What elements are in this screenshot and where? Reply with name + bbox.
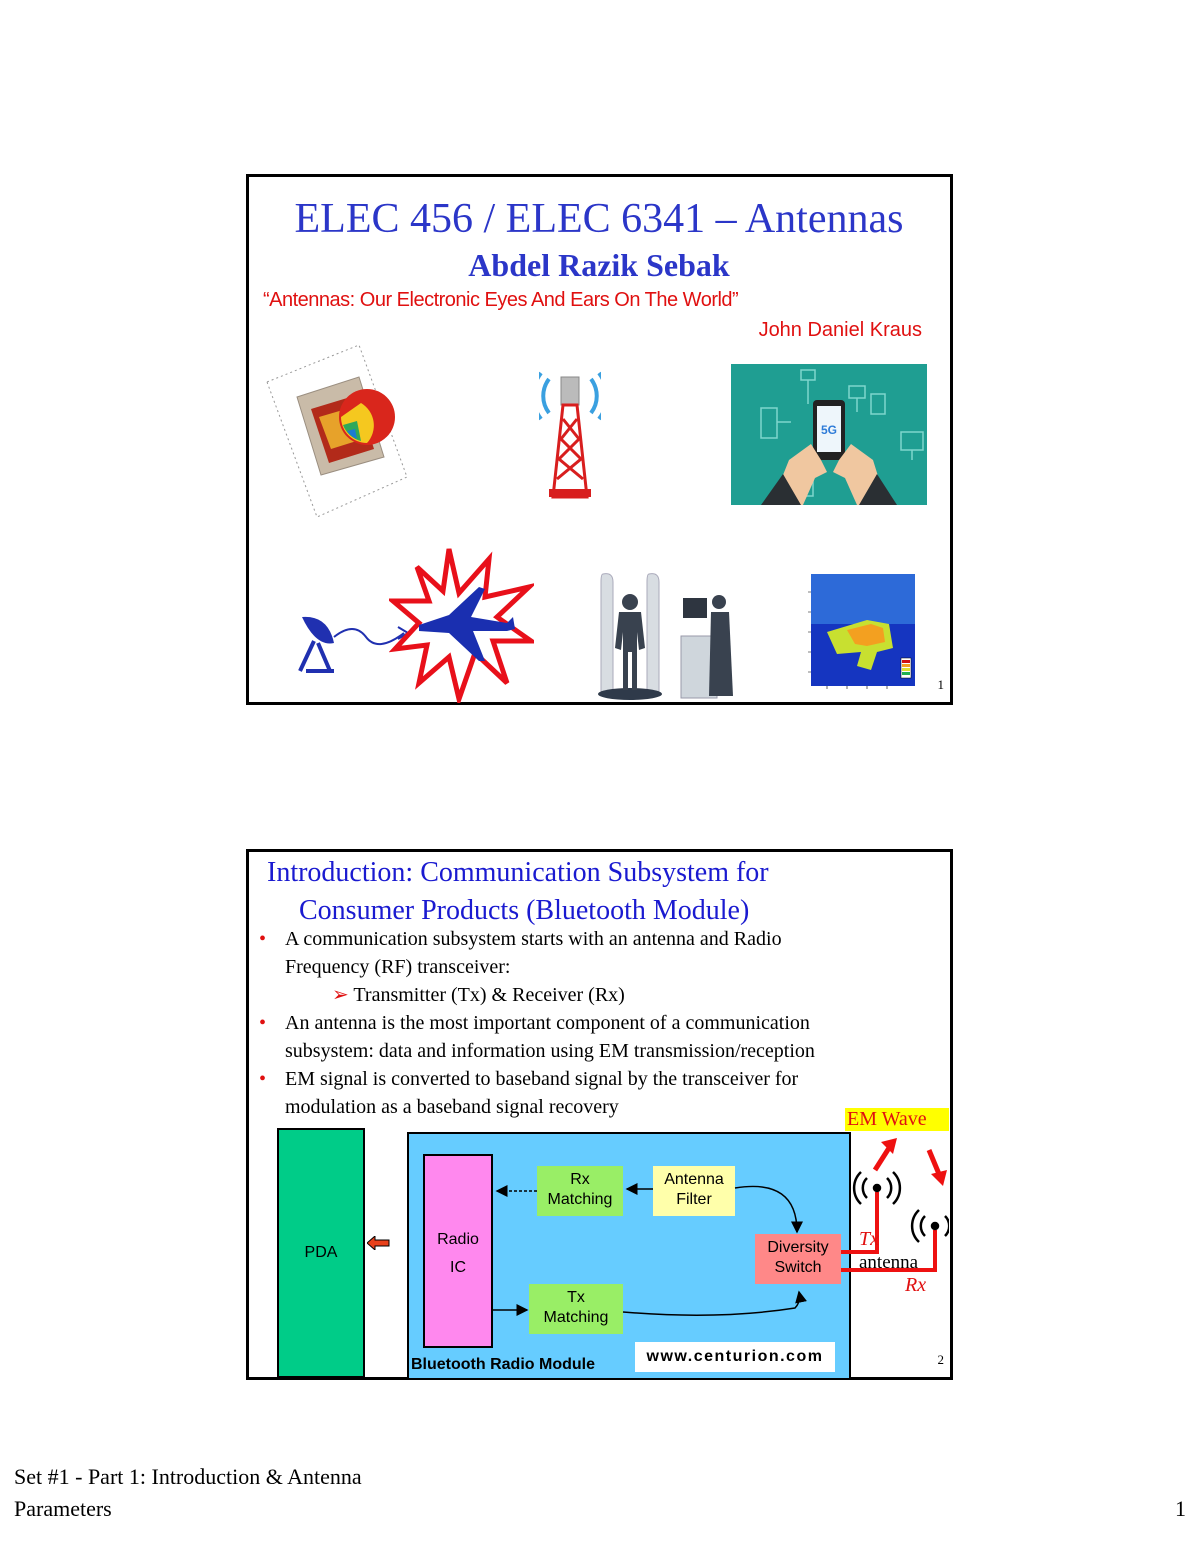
body-scanner-image	[597, 572, 737, 702]
arrow-bullet-icon: ➢	[332, 984, 349, 1006]
bullet-item: • A communication subsystem starts with an antenna and Radio	[259, 928, 782, 950]
bullet-item: • EM signal is converted to baseband signal by the transceiver for	[259, 1068, 799, 1090]
bullet-item: • An antenna is the most important component of a communication	[259, 1012, 810, 1034]
slide-title-line1: Introduction: Communication Subsystem for	[267, 857, 769, 888]
rx-label: Rx	[905, 1274, 927, 1296]
website-label: www.centurion.com	[635, 1342, 835, 1372]
slide-title-line2: Consumer Products (Bluetooth Module)	[299, 895, 750, 926]
tx-matching-block: Tx Matching	[529, 1284, 623, 1334]
bullet-continuation: Frequency (RF) transceiver:	[285, 956, 511, 978]
cell-tower-icon	[539, 369, 601, 499]
bullet-continuation: modulation as a baseband signal recovery	[285, 1096, 619, 1118]
diversity-switch-block: Diversity Switch	[755, 1234, 841, 1284]
footer-title-line1: Set #1 - Part 1: Introduction & Antenna	[14, 1464, 362, 1489]
em-wave-label: EM Wave	[845, 1108, 949, 1131]
radiation-pattern-image	[259, 337, 409, 527]
5g-phone-image	[731, 364, 927, 505]
thermal-scan-image	[807, 572, 917, 692]
slide-author: Abdel Razik Sebak	[468, 247, 730, 283]
slide-title: ELEC 456 / ELEC 6341 – Antennas	[294, 196, 904, 242]
tx-label: Tx	[859, 1228, 879, 1250]
antenna-filter-block: Antenna Filter	[653, 1166, 735, 1216]
slide-page-number: 2	[937, 1352, 944, 1367]
slide-page-number: 1	[937, 677, 944, 692]
pda-block: PDA	[277, 1128, 365, 1378]
slide-quote: “Antennas: Our Electronic Eyes And Ears On The World”	[263, 289, 739, 311]
radio-ic-block: Radio IC	[423, 1154, 493, 1348]
quote-author: John Daniel Kraus	[758, 319, 922, 341]
module-label: Bluetooth Radio Module	[411, 1356, 595, 1373]
airplane-burst-image	[389, 545, 534, 703]
footer-page-number: 1	[1175, 1496, 1186, 1521]
slide-1	[246, 174, 953, 705]
bullet-continuation: subsystem: data and information using EM transmission/reception	[285, 1040, 815, 1062]
antenna-label: antenna	[859, 1252, 919, 1273]
5g-label: 5G	[821, 423, 838, 437]
rx-matching-block: Rx Matching	[537, 1166, 623, 1216]
sub-bullet-item: ➢ Transmitter (Tx) & Receiver (Rx)	[332, 984, 625, 1006]
footer-title-line2: Parameters	[14, 1496, 112, 1521]
slide-2	[246, 849, 953, 1380]
diagram-connectors	[249, 852, 949, 1377]
